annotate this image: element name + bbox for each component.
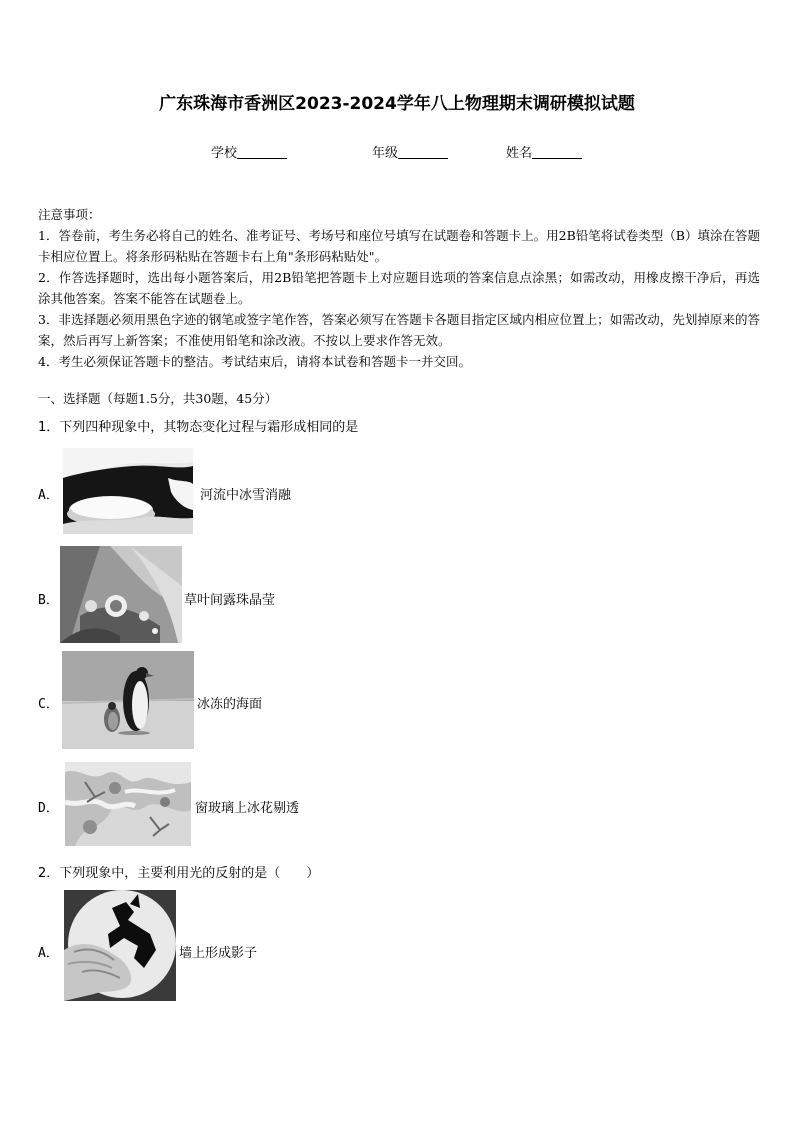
name-field xyxy=(506,142,582,161)
name-blank xyxy=(532,146,582,159)
option-text: 冰冻的海面 xyxy=(197,697,263,712)
melting-ice-image xyxy=(63,448,193,534)
option-letter: D． xyxy=(38,801,59,816)
notes-heading: 注意事项： xyxy=(38,207,101,222)
section-title: 一、选择题（每题1.5分，共30题，45分） xyxy=(38,391,278,406)
window-frost-image xyxy=(65,762,191,846)
name-label: 姓名 xyxy=(506,146,533,161)
note-item: 2．作答选择题时，选出每小题答案后，用2B铅笔把答题卡上对应题目选项的答案信息点涂黑；如需改动，用橡皮擦干净后，再选涂其他答案。答案不能答在试题卷上。 xyxy=(38,270,760,306)
school-field xyxy=(211,142,287,161)
question-stem: 1．下列四种现象中，其物态变化过程与霜形成相同的是 xyxy=(38,420,359,435)
grade-field xyxy=(372,142,448,161)
school-label: 学校 xyxy=(211,146,238,161)
option-letter: C． xyxy=(38,697,59,712)
option-letter: A． xyxy=(38,946,59,961)
school-blank xyxy=(237,146,287,159)
note-item: 3．非选择题必须用黑色字迹的钢笔或签字笔作答，答案必须写在答题卡各题目指定区域内相应位置上；如需改动，先划掉原来的答案，然后再写上新答案；不准使用铅笔和涂改液。不按以上要求作答无效。 xyxy=(38,312,760,348)
grade-blank xyxy=(398,146,448,159)
option-letter: B． xyxy=(38,593,59,608)
notes-block xyxy=(38,204,760,372)
option-text: 窗玻璃上冰花剔透 xyxy=(195,801,300,816)
page-title: 广东珠海市香洲区2023-2024学年八上物理期末调研模拟试题 xyxy=(159,94,635,114)
option-letter: A． xyxy=(38,488,59,503)
dew-drops-image xyxy=(60,546,182,643)
option-text: 河流中冰雪消融 xyxy=(200,488,292,503)
note-item: 1．答卷前，考生务必将自己的姓名、准考证号、考场号和座位号填写在试题卷和答题卡上。用2B铅笔将试卷类型（B）填涂在答题卡相应位置上。将条形码粘贴在答题卡右上角"条形码粘贴处"。 xyxy=(38,228,760,264)
note-item: 4．考生必须保证答题卡的整洁。考试结束后，请将本试卷和答题卡一并交回。 xyxy=(38,354,471,369)
grade-label: 年级 xyxy=(372,146,399,161)
option-text: 草叶间露珠晶莹 xyxy=(184,593,276,608)
penguins-image xyxy=(62,651,194,749)
question-stem: 2．下列现象中，主要利用光的反射的是（ ） xyxy=(38,866,320,881)
option-text: 墙上形成影子 xyxy=(179,946,258,961)
hand-shadow-image xyxy=(64,890,176,1001)
